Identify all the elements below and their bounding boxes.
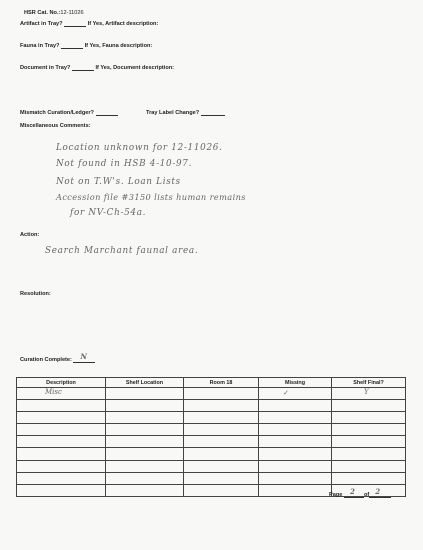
table-cell[interactable]	[17, 424, 106, 436]
of-label: of	[363, 492, 370, 498]
table-cell[interactable]	[106, 412, 184, 424]
table-cell[interactable]	[259, 388, 332, 400]
table-cell[interactable]	[332, 388, 406, 400]
page-total: 2	[375, 487, 381, 496]
table-cell[interactable]	[17, 472, 106, 484]
artifact-label: Artifact in Tray?	[20, 21, 63, 27]
table-cell[interactable]	[184, 472, 259, 484]
tray-label-row	[146, 109, 225, 116]
page-current-blank	[344, 487, 364, 498]
page-number	[329, 487, 391, 498]
table-cell[interactable]	[106, 424, 184, 436]
header-shelf-location: Shelf Location	[106, 378, 184, 388]
curation-complete-row	[20, 352, 95, 363]
table-cell[interactable]	[106, 436, 184, 448]
table-row	[17, 400, 406, 412]
tray-label-change-label: Tray Label Change?	[146, 110, 200, 116]
mismatch-row	[20, 109, 118, 116]
table-cell[interactable]	[106, 448, 184, 460]
fauna-row	[20, 42, 152, 49]
table-cell[interactable]	[106, 472, 184, 484]
table-cell[interactable]	[184, 412, 259, 424]
shelf-final-value: Y	[364, 388, 369, 396]
catalog-label: HSR Cat. No.:	[24, 10, 61, 16]
document-blank[interactable]	[72, 64, 94, 71]
header-room-18: Room 18	[184, 378, 259, 388]
table-cell[interactable]	[332, 448, 406, 460]
table-cell[interactable]	[184, 448, 259, 460]
table-cell[interactable]	[332, 412, 406, 424]
table-cell[interactable]	[184, 460, 259, 472]
table-cell[interactable]	[259, 424, 332, 436]
comment-line-2: Not found in HSB 4-10-97.	[56, 159, 193, 169]
page-total-blank	[369, 487, 391, 498]
comment-line-4: Accession file #3150 lists human remains	[56, 192, 246, 202]
table-row	[17, 460, 406, 472]
table-row	[17, 472, 406, 484]
curation-complete-value: N	[80, 352, 87, 361]
mismatch-label: Mismatch Curation/Ledger?	[20, 110, 94, 116]
table-cell[interactable]	[332, 472, 406, 484]
comment-line-1: Location unknown for 12-11026.	[56, 143, 223, 153]
table-cell[interactable]	[259, 412, 332, 424]
table-cell[interactable]	[259, 460, 332, 472]
table-cell[interactable]	[184, 388, 259, 400]
table-cell[interactable]	[106, 484, 184, 496]
curation-complete-blank[interactable]	[73, 352, 95, 363]
action-label: Action:	[20, 232, 40, 238]
table-header-row	[17, 378, 406, 388]
document-row	[20, 64, 174, 71]
artifact-desc-label: If Yes, Artifact description:	[87, 21, 159, 27]
document-label: Document in Tray?	[20, 65, 71, 71]
table-cell[interactable]	[332, 436, 406, 448]
table-cell[interactable]	[332, 424, 406, 436]
tray-label-blank[interactable]	[201, 109, 225, 116]
table-cell[interactable]	[332, 460, 406, 472]
curation-complete-label: Curation Complete:	[20, 357, 72, 363]
table-cell[interactable]	[106, 388, 184, 400]
table-cell[interactable]	[106, 460, 184, 472]
fauna-label: Fauna in Tray?	[20, 43, 60, 49]
table-cell[interactable]	[184, 400, 259, 412]
artifact-blank[interactable]	[64, 20, 86, 27]
misc-comments-label: Miscellaneous Comments:	[20, 123, 91, 129]
fauna-blank[interactable]	[61, 42, 83, 49]
description-value: Misc	[45, 388, 62, 396]
page-label: Page	[329, 492, 343, 498]
table-cell[interactable]	[184, 436, 259, 448]
table-row	[17, 448, 406, 460]
table-cell[interactable]	[17, 460, 106, 472]
table-cell[interactable]	[17, 448, 106, 460]
table-cell[interactable]	[17, 400, 106, 412]
mismatch-blank[interactable]	[96, 109, 118, 116]
table-cell[interactable]	[184, 484, 259, 496]
resolution-label: Resolution:	[20, 291, 51, 297]
table-row	[17, 412, 406, 424]
table-cell[interactable]	[17, 436, 106, 448]
action-text: Search Marchant faunal area.	[45, 246, 199, 256]
catalog-value: 12-11026	[60, 10, 84, 16]
table-row	[17, 424, 406, 436]
table-cell[interactable]	[17, 412, 106, 424]
table-cell[interactable]	[17, 484, 106, 496]
table-cell[interactable]	[184, 424, 259, 436]
table-cell[interactable]	[259, 436, 332, 448]
table-cell[interactable]	[17, 388, 106, 400]
table-row	[17, 388, 406, 400]
document-desc-label: If Yes, Document description:	[95, 65, 175, 71]
table-cell[interactable]	[259, 484, 332, 496]
comment-line-5: for NV-Ch-54a.	[70, 208, 147, 218]
page-current: 2	[349, 487, 355, 496]
table-cell[interactable]	[106, 400, 184, 412]
header-missing: Missing	[259, 378, 332, 388]
header-shelf-final: Shelf Final?	[332, 378, 406, 388]
table-cell[interactable]	[259, 448, 332, 460]
table-cell[interactable]	[259, 472, 332, 484]
catalog-number	[24, 10, 84, 16]
checkmark-icon: ✓	[283, 390, 289, 397]
table-cell[interactable]	[332, 400, 406, 412]
header-description: Description	[17, 378, 106, 388]
artifact-row	[20, 20, 158, 27]
inventory-table	[16, 377, 406, 497]
table-cell[interactable]	[259, 400, 332, 412]
table-row	[17, 436, 406, 448]
comment-line-3: Not on T.W's. Loan Lists	[56, 177, 181, 187]
fauna-desc-label: If Yes, Fauna description:	[84, 43, 153, 49]
